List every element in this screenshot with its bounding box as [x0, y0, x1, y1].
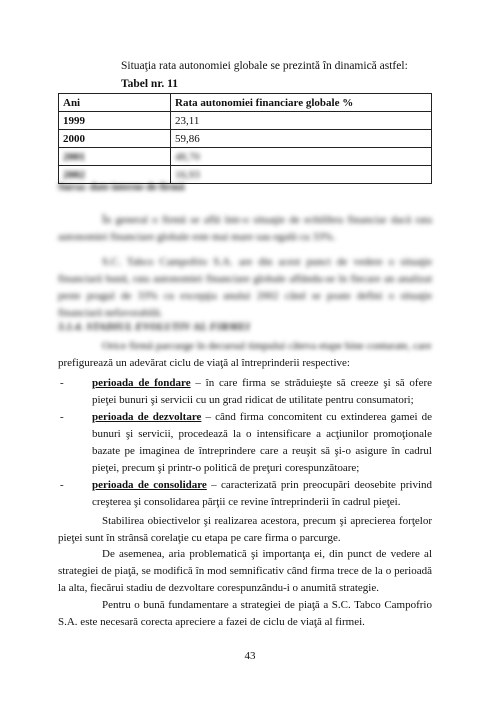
- stage-term: perioada de consolidare: [92, 479, 207, 491]
- body-paragraph: De asemenea, aria problematică şi importanţa ei, din punct de vedere al strategiei de piaţă, se modifică în mod semnificativ când firma trece de la o perioadă la alta, fiecărui stadiu de dezvoltare corespunzându-i o anumită strategie.: [58, 548, 432, 594]
- table-cell-value: 23,11: [171, 112, 432, 130]
- section-heading: 3.1.4. STADIUL EVOLUTIV AL FIRMEI: [58, 322, 251, 333]
- lifecycle-intro-line1: Orice firmă parcurge în decursul timpului câteva etape bine conturate, care: [102, 340, 432, 352]
- lifecycle-intro-line2: prefigurează un adevărat ciclu de viaţă al întreprinderii respective:: [58, 357, 350, 369]
- body-paragraph: Stabilirea obiectivelor şi realizarea acestora, precum şi aprecierea forţelor pieţei sunt în strânsă corelaţie cu etapa pe care firma o parcurge.: [58, 515, 432, 544]
- lifecycle-intro-paragraph: [58, 338, 432, 372]
- table-row: [59, 112, 432, 130]
- table-header-year: Ani: [59, 94, 171, 112]
- page-number: 43: [244, 650, 256, 662]
- table-row: [59, 148, 432, 166]
- table-row: [59, 166, 432, 184]
- table-cell-year: 2002: [59, 166, 171, 184]
- stage-term: perioada de fondare: [92, 377, 191, 389]
- body-paragraph: Pentru o bună fundamentare a strategiei de piaţă a S.C. Tabco Campofrio S.A. este necesară corecta apreciere a fazei de ciclu de viaţă al firmei.: [58, 599, 432, 628]
- stage-description: – caracterizată prin preocupări deosebite privind creşterea şi consolidarea părţii ce revine întreprinderii în cadrul pieţei.: [92, 479, 432, 508]
- stage-description: – în care firma se străduieşte să creeze şi să ofere pieţei bunuri şi servicii cu un grad ridicat de utilitate pentru consumatori;: [92, 377, 433, 406]
- table-cell-value: 59,86: [171, 130, 432, 148]
- table-header-rate: Rata autonomiei financiare globale %: [171, 94, 432, 112]
- autonomy-rate-table: [58, 93, 432, 184]
- table-row: [59, 130, 432, 148]
- blurred-paragraph: În general o firmă se află într-o situaţie de echilibru financiar dacă rata autonomiei financiare globale este mai mare sau egală cu 33%.: [58, 214, 432, 243]
- table-header-row: [59, 94, 432, 112]
- intro-text: Situaţia rata autonomiei globale se prezintă în dinamică astfel:: [121, 60, 408, 72]
- blurred-paragraph: S.C. Tabco Campofrio S.A. are din acest punct de vedere o situaţie financiară bună, rata autonomiei financiare globale aflându-se în fiecare an analizat peste pragul de 33% cu excepţia anului 2002 când se poate defini o situaţie financiară nefavorabilă.: [58, 256, 432, 319]
- table-cell-year: 2001: [59, 148, 171, 166]
- list-dash: -: [60, 479, 64, 491]
- table-title: Tabel nr. 11: [121, 78, 178, 90]
- table-cell-year: 1999: [59, 112, 171, 130]
- list-dash: -: [60, 411, 64, 423]
- stage-term: perioada de dezvoltare: [92, 411, 202, 423]
- lifecycle-stages-list: [58, 375, 432, 511]
- list-item: [58, 375, 432, 409]
- table-cell-value: 16,93: [171, 166, 432, 184]
- list-item: [58, 477, 432, 511]
- list-item: [58, 409, 432, 477]
- table-cell-value: 48,70: [171, 148, 432, 166]
- table-source: Sursa: date interne de firmă: [58, 182, 185, 193]
- table-cell-year: 2000: [59, 130, 171, 148]
- stage-description: – când firma concomitent cu extinderea gamei de bunuri şi servicii, procedează la o intensificare a acţiunilor promoţionale bazate pe imaginea de întreprindere care a reuşit să şi-o asigure în cadrul pieţei, precum şi printr-o politică de preţuri corespunzătoare;: [92, 411, 432, 474]
- list-dash: -: [60, 377, 64, 389]
